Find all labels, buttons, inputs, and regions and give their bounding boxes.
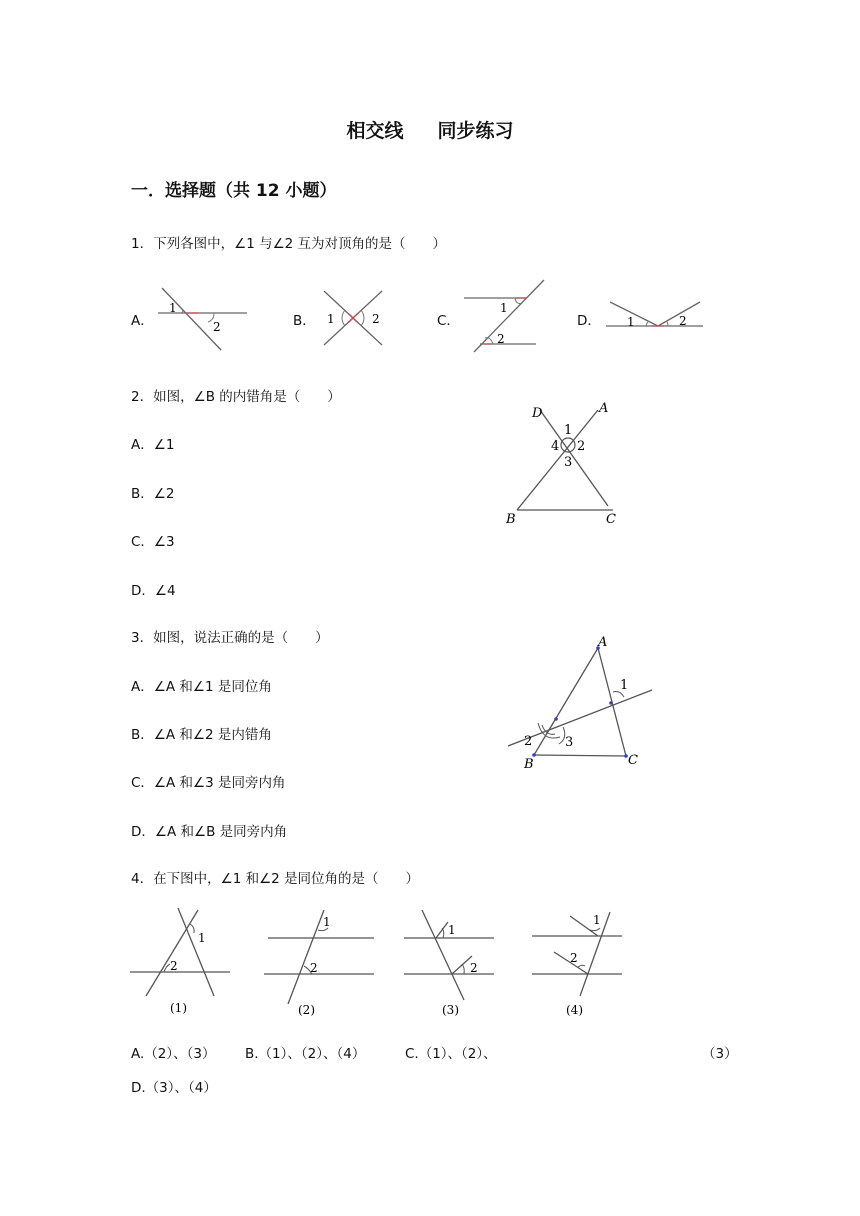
- q2-option-c[interactable]: C．∠3: [131, 534, 175, 550]
- q2-label-A: A: [599, 401, 609, 416]
- q4-option-b[interactable]: B.（1）、（2）、（4）: [245, 1046, 366, 1062]
- q4-fig2-label-2: 2: [310, 961, 318, 975]
- q2-option-d[interactable]: D．∠4: [131, 583, 176, 599]
- q4-fig4-label-1: 1: [593, 913, 601, 927]
- title-part-1: 相交线: [346, 120, 404, 142]
- q4-fig3-label-1: 1: [448, 923, 456, 937]
- q1d-label-1: 1: [627, 315, 635, 329]
- q3-label-2: 2: [524, 734, 533, 749]
- q3-label-B: B: [524, 757, 534, 772]
- q1a-label-1: 1: [169, 301, 177, 315]
- q2-figure: [500, 398, 630, 530]
- q4-fig1-caption: (1): [170, 1001, 187, 1015]
- q4-option-d[interactable]: D.（3）、（4）: [131, 1080, 217, 1096]
- q1-figure-b: [318, 286, 388, 350]
- page-title: [0, 116, 860, 143]
- q3-label-1: 1: [620, 678, 629, 693]
- q1d-label-2: 2: [679, 314, 687, 328]
- q4-fig3-caption: (3): [442, 1003, 459, 1017]
- q4-fig1-label-2: 2: [170, 959, 178, 973]
- q2-label-B: B: [506, 512, 516, 527]
- q2-label-4: 4: [551, 439, 560, 454]
- q4-fig2-label-1: 1: [323, 915, 331, 929]
- q1c-label-2: 2: [497, 332, 505, 346]
- q2-label-3: 3: [564, 455, 573, 470]
- question-3-text: 3．如图，说法正确的是（ ）: [131, 630, 329, 646]
- question-4-text: 4．在下图中，∠1 和∠2 是同位角的是（ ）: [131, 871, 420, 887]
- q1-figure-a: [150, 282, 250, 354]
- q1-option-d[interactable]: D．: [577, 313, 601, 329]
- q1b-label-2: 2: [372, 312, 380, 326]
- q3-label-C: C: [628, 753, 638, 768]
- q3-figure: [500, 630, 660, 772]
- q2-label-D: D: [532, 406, 543, 421]
- q3-option-c[interactable]: C．∠A 和∠3 是同旁内角: [131, 775, 286, 791]
- q1-option-a[interactable]: A．: [131, 313, 154, 329]
- q4-option-c-continued: （3）: [702, 1046, 738, 1062]
- q2-option-b[interactable]: B．∠2: [131, 486, 175, 502]
- q1-option-c[interactable]: C．: [437, 313, 460, 329]
- question-2-text: 2．如图，∠B 的内错角是（ ）: [131, 389, 341, 405]
- q3-label-A: A: [598, 635, 608, 650]
- q4-option-c[interactable]: C.（1）、（2）、: [405, 1046, 497, 1062]
- q4-figure-3: [400, 906, 500, 1018]
- q2-option-a[interactable]: A．∠1: [131, 437, 175, 453]
- q4-fig4-label-2: 2: [570, 951, 578, 965]
- q4-figure-1: [128, 904, 234, 1019]
- q2-label-1: 1: [564, 423, 573, 438]
- q4-fig2-caption: (2): [298, 1003, 315, 1017]
- question-1-text: 1．下列各图中，∠1 与∠2 互为对顶角的是（ ）: [131, 236, 447, 252]
- q3-label-3: 3: [565, 735, 574, 750]
- title-part-2: 同步练习: [437, 120, 514, 142]
- q2-label-2: 2: [577, 439, 586, 454]
- q1-option-b[interactable]: B．: [293, 313, 316, 329]
- q4-fig3-label-2: 2: [470, 961, 478, 975]
- q4-fig4-caption: (4): [566, 1003, 583, 1017]
- q3-option-d[interactable]: D．∠A 和∠B 是同旁内角: [131, 824, 288, 840]
- q1-figure-d: [602, 296, 706, 332]
- q1a-label-2: 2: [213, 320, 221, 334]
- q3-option-b[interactable]: B．∠A 和∠2 是内错角: [131, 727, 272, 743]
- q1b-label-1: 1: [327, 312, 335, 326]
- q4-fig1-label-1: 1: [198, 931, 206, 945]
- q1-figure-c: [460, 278, 550, 354]
- q2-label-C: C: [606, 512, 616, 527]
- q1c-label-1: 1: [500, 301, 508, 315]
- q4-figure-4: [530, 906, 630, 1018]
- q4-figure-2: [262, 906, 378, 1018]
- q4-option-a[interactable]: A.（2）、（3）: [131, 1046, 216, 1062]
- section-heading: 一．选择题（共 12 小题）: [131, 181, 337, 201]
- q3-option-a[interactable]: A．∠A 和∠1 是同位角: [131, 679, 272, 695]
